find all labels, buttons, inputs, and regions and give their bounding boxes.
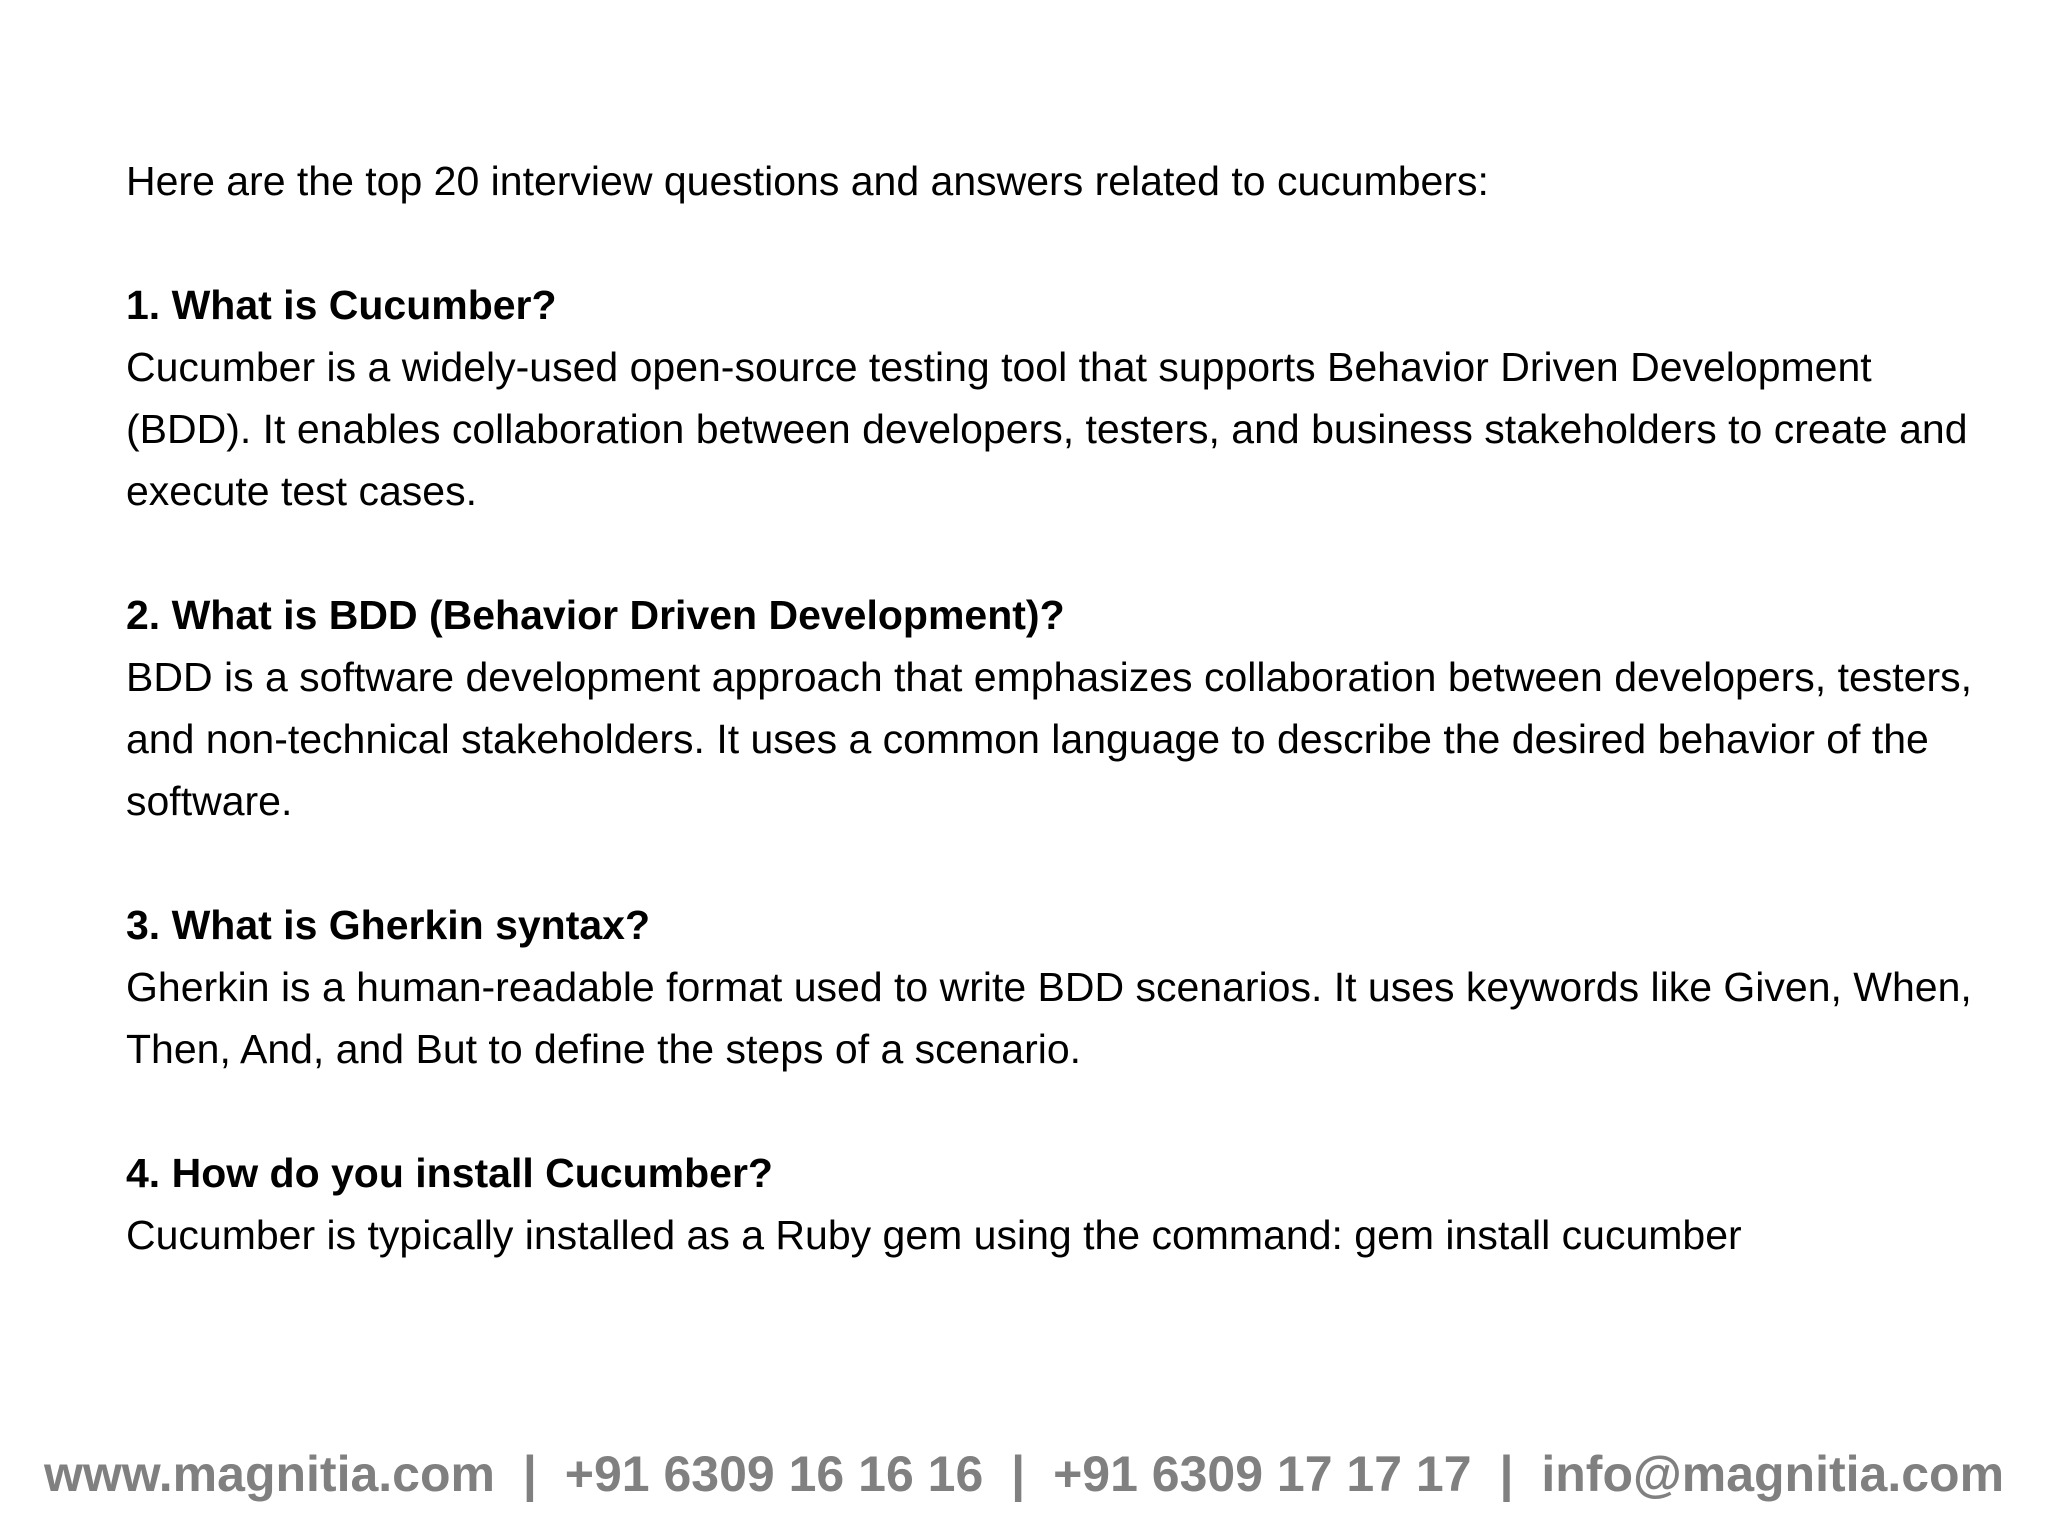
contact-footer (0, 1445, 2048, 1503)
footer-phone-1: +91 6309 16 16 16 (564, 1446, 984, 1502)
qa-item-1 (126, 274, 1986, 522)
footer-website: www.magnitia.com (43, 1446, 495, 1502)
qa-item-2 (126, 584, 1986, 832)
footer-separator: | (1499, 1446, 1514, 1502)
answer-text: Gherkin is a human-readable format used to write BDD scenarios. It uses keywords like Given, When, Then, And, and But to define the steps of a scenario. (126, 964, 1972, 1072)
qa-item-4 (126, 1142, 1986, 1266)
footer-email: info@magnitia.com (1541, 1446, 2005, 1502)
footer-separator: | (522, 1446, 537, 1502)
footer-phone-2: +91 6309 17 17 17 (1053, 1446, 1472, 1502)
answer-text: Cucumber is typically installed as a Ruby gem using the command: gem install cucumber (126, 1212, 1742, 1258)
question-heading: 3. What is Gherkin syntax? (126, 902, 651, 948)
question-heading: 1. What is Cucumber? (126, 282, 557, 328)
intro-text: Here are the top 20 interview questions and answers related to cucumbers: (126, 158, 1489, 204)
question-heading: 2. What is BDD (Behavior Driven Development)? (126, 592, 1065, 638)
question-heading: 4. How do you install Cucumber? (126, 1150, 773, 1196)
footer-separator: | (1011, 1446, 1026, 1502)
answer-text: Cucumber is a widely-used open-source testing tool that supports Behavior Driven Development (BDD). It enables collaboration between developers, testers, and business stakeholders to create and execute test cases. (126, 344, 1968, 514)
answer-text: BDD is a software development approach that emphasizes collaboration between developers, testers, and non-technical stakeholders. It uses a common language to describe the desired behavior of the software. (126, 654, 1973, 824)
qa-item-3 (126, 894, 1986, 1080)
document-body (126, 150, 1986, 1328)
